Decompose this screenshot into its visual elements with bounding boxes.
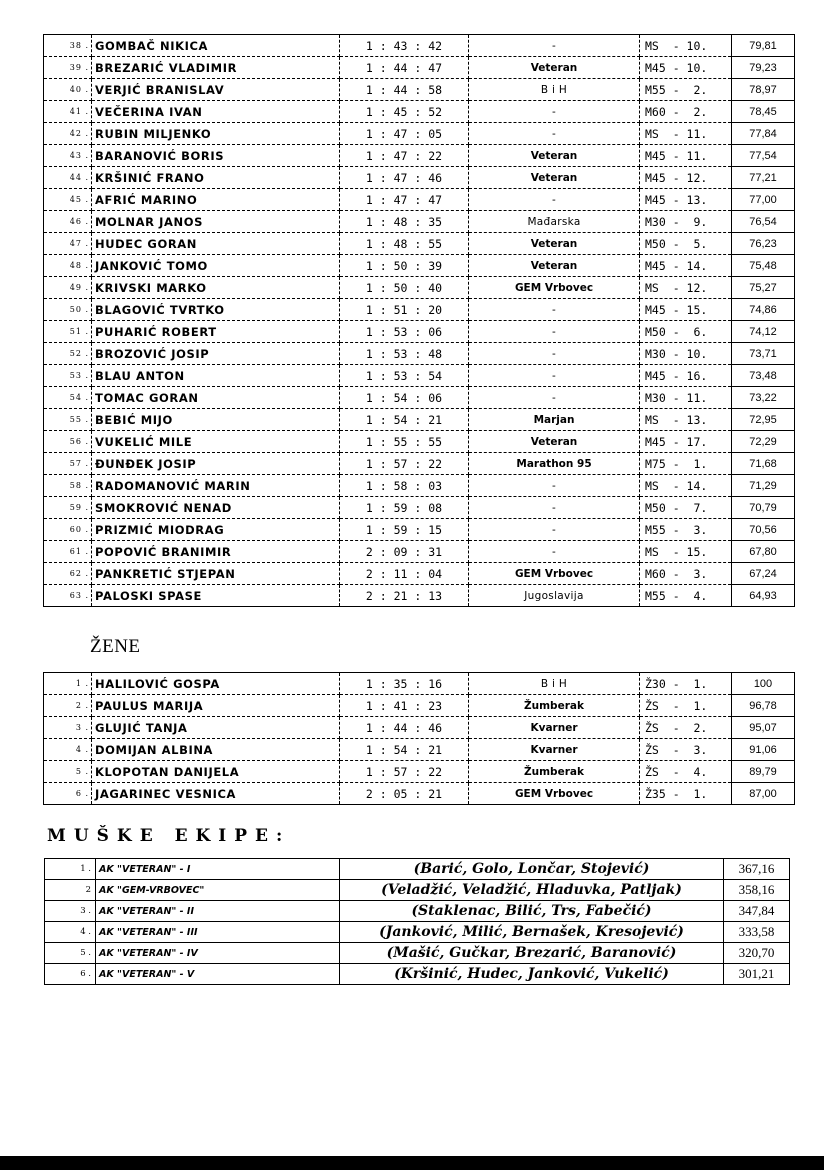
time-cell: 1 : 59 : 08: [340, 497, 469, 519]
rank-cell: 43 .: [44, 145, 92, 167]
result-row: [44, 431, 795, 453]
result-row: [44, 497, 795, 519]
rank-cell: 45 .: [44, 189, 92, 211]
result-row: [44, 695, 795, 717]
club-cell: Veteran: [469, 431, 640, 453]
time-cell: 1 : 45 : 52: [340, 101, 469, 123]
club-cell: -: [469, 387, 640, 409]
category-cell: M55 - 2.: [640, 79, 732, 101]
club-cell: -: [469, 343, 640, 365]
points-cell: 72,29: [732, 431, 795, 453]
result-row: [44, 35, 795, 57]
rank-cell: 63 .: [44, 585, 92, 607]
club-cell: -: [469, 497, 640, 519]
team-row: [45, 943, 790, 964]
time-cell: 1 : 54 : 21: [340, 739, 469, 761]
team-name-cell: AK "VETERAN" - V: [96, 964, 340, 985]
team-members-cell: (Mašić, Gučkar, Brezarić, Baranović): [340, 943, 724, 964]
points-cell: 73,48: [732, 365, 795, 387]
athlete-name-cell: BLAU ANTON: [92, 365, 340, 387]
time-cell: 1 : 58 : 03: [340, 475, 469, 497]
rank-cell: 47 .: [44, 233, 92, 255]
result-row: [44, 79, 795, 101]
rank-cell: 51 .: [44, 321, 92, 343]
result-row: [44, 387, 795, 409]
team-points-cell: 333,58: [724, 922, 790, 943]
category-cell: MS - 13.: [640, 409, 732, 431]
team-row: [45, 859, 790, 880]
time-cell: 1 : 44 : 58: [340, 79, 469, 101]
result-row: [44, 343, 795, 365]
category-cell: M75 - 1.: [640, 453, 732, 475]
result-row: [44, 123, 795, 145]
athlete-name-cell: GOMBAČ NIKICA: [92, 35, 340, 57]
rank-cell: 61 .: [44, 541, 92, 563]
team-rank-cell: 1 .: [45, 859, 96, 880]
team-members-cell: (Staklenac, Bilić, Trs, Fabečić): [340, 901, 724, 922]
time-cell: 1 : 47 : 22: [340, 145, 469, 167]
athlete-name-cell: BROZOVIĆ JOSIP: [92, 343, 340, 365]
athlete-name-cell: PAULUS MARIJA: [92, 695, 340, 717]
rank-cell: 62 .: [44, 563, 92, 585]
women-results-table: [43, 672, 795, 805]
club-cell: Veteran: [469, 167, 640, 189]
athlete-name-cell: POPOVIĆ BRANIMIR: [92, 541, 340, 563]
result-row: [44, 673, 795, 695]
club-cell: Veteran: [469, 233, 640, 255]
result-row: [44, 255, 795, 277]
rank-cell: 39 .: [44, 57, 92, 79]
rank-cell: 46 .: [44, 211, 92, 233]
athlete-name-cell: BLAGOVIĆ TVRTKO: [92, 299, 340, 321]
rank-cell: 4 .: [44, 739, 92, 761]
team-points-cell: 367,16: [724, 859, 790, 880]
rank-cell: 38 .: [44, 35, 92, 57]
teams-table: [44, 858, 790, 985]
rank-cell: 60 .: [44, 519, 92, 541]
time-cell: 1 : 47 : 05: [340, 123, 469, 145]
club-cell: Marjan: [469, 409, 640, 431]
athlete-name-cell: VUKELIĆ MILE: [92, 431, 340, 453]
result-row: [44, 563, 795, 585]
team-row: [45, 901, 790, 922]
club-cell: Kvarner: [469, 739, 640, 761]
time-cell: 1 : 54 : 21: [340, 409, 469, 431]
category-cell: ŽS - 3.: [640, 739, 732, 761]
athlete-name-cell: JANKOVIĆ TOMO: [92, 255, 340, 277]
rank-cell: 58 .: [44, 475, 92, 497]
athlete-name-cell: BARANOVIĆ BORIS: [92, 145, 340, 167]
club-cell: Veteran: [469, 145, 640, 167]
rank-cell: 44 .: [44, 167, 92, 189]
time-cell: 1 : 53 : 54: [340, 365, 469, 387]
team-row: [45, 880, 790, 901]
rank-cell: 6 .: [44, 783, 92, 805]
time-cell: 1 : 53 : 48: [340, 343, 469, 365]
result-row: [44, 541, 795, 563]
points-cell: 87,00: [732, 783, 795, 805]
rank-cell: 2 .: [44, 695, 92, 717]
points-cell: 89,79: [732, 761, 795, 783]
category-cell: M45 - 13.: [640, 189, 732, 211]
rank-cell: 54 .: [44, 387, 92, 409]
category-cell: MS - 10.: [640, 35, 732, 57]
time-cell: 1 : 50 : 40: [340, 277, 469, 299]
time-cell: 1 : 35 : 16: [340, 673, 469, 695]
club-cell: Žumberak: [469, 695, 640, 717]
category-cell: MS - 14.: [640, 475, 732, 497]
athlete-name-cell: PANKRETIĆ STJEPAN: [92, 563, 340, 585]
club-cell: -: [469, 475, 640, 497]
team-rank-cell: 5 .: [45, 943, 96, 964]
team-row: [45, 964, 790, 985]
club-cell: -: [469, 365, 640, 387]
rank-cell: 57 .: [44, 453, 92, 475]
athlete-name-cell: VEČERINA IVAN: [92, 101, 340, 123]
rank-cell: 41 .: [44, 101, 92, 123]
points-cell: 67,80: [732, 541, 795, 563]
time-cell: 2 : 21 : 13: [340, 585, 469, 607]
team-name-cell: AK "VETERAN" - III: [96, 922, 340, 943]
category-cell: M45 - 10.: [640, 57, 732, 79]
athlete-name-cell: KRŠINIĆ FRANO: [92, 167, 340, 189]
athlete-name-cell: BEBIĆ MIJO: [92, 409, 340, 431]
club-cell: -: [469, 541, 640, 563]
club-cell: Veteran: [469, 255, 640, 277]
points-cell: 67,24: [732, 563, 795, 585]
club-cell: Jugoslavija: [469, 585, 640, 607]
time-cell: 1 : 41 : 23: [340, 695, 469, 717]
athlete-name-cell: PALOSKI SPASE: [92, 585, 340, 607]
club-cell: B i H: [469, 79, 640, 101]
rank-cell: 3 .: [44, 717, 92, 739]
points-cell: 73,22: [732, 387, 795, 409]
result-row: [44, 475, 795, 497]
club-cell: GEM Vrbovec: [469, 277, 640, 299]
athlete-name-cell: PRIZMIĆ MIODRAG: [92, 519, 340, 541]
team-points-cell: 358,16: [724, 880, 790, 901]
category-cell: M45 - 11.: [640, 145, 732, 167]
points-cell: 78,45: [732, 101, 795, 123]
points-cell: 74,86: [732, 299, 795, 321]
team-rank-cell: 3 .: [45, 901, 96, 922]
club-cell: -: [469, 35, 640, 57]
category-cell: Ž30 - 1.: [640, 673, 732, 695]
points-cell: 95,07: [732, 717, 795, 739]
athlete-name-cell: TOMAC GORAN: [92, 387, 340, 409]
athlete-name-cell: BREZARIĆ VLADIMIR: [92, 57, 340, 79]
category-cell: M30 - 9.: [640, 211, 732, 233]
athlete-name-cell: DOMIJAN ALBINA: [92, 739, 340, 761]
category-cell: M55 - 4.: [640, 585, 732, 607]
team-points-cell: 301,21: [724, 964, 790, 985]
category-cell: M60 - 2.: [640, 101, 732, 123]
club-cell: -: [469, 519, 640, 541]
club-cell: -: [469, 321, 640, 343]
time-cell: 1 : 43 : 42: [340, 35, 469, 57]
time-cell: 2 : 09 : 31: [340, 541, 469, 563]
athlete-name-cell: HALILOVIĆ GOSPA: [92, 673, 340, 695]
category-cell: M50 - 7.: [640, 497, 732, 519]
time-cell: 1 : 57 : 22: [340, 761, 469, 783]
athlete-name-cell: RUBIN MILJENKO: [92, 123, 340, 145]
category-cell: M45 - 14.: [640, 255, 732, 277]
time-cell: 1 : 48 : 35: [340, 211, 469, 233]
team-name-cell: AK "VETERAN" - II: [96, 901, 340, 922]
points-cell: 77,21: [732, 167, 795, 189]
time-cell: 1 : 59 : 15: [340, 519, 469, 541]
rank-cell: 42 .: [44, 123, 92, 145]
points-cell: 78,97: [732, 79, 795, 101]
category-cell: M50 - 5.: [640, 233, 732, 255]
team-row: [45, 922, 790, 943]
rank-cell: 5 .: [44, 761, 92, 783]
category-cell: MS - 15.: [640, 541, 732, 563]
club-cell: Žumberak: [469, 761, 640, 783]
athlete-name-cell: KRIVSKI MARKO: [92, 277, 340, 299]
result-row: [44, 761, 795, 783]
result-row: [44, 167, 795, 189]
club-cell: -: [469, 123, 640, 145]
points-cell: 76,54: [732, 211, 795, 233]
result-row: [44, 233, 795, 255]
team-members-cell: (Barić, Golo, Lončar, Stojević): [340, 859, 724, 880]
category-cell: ŽS - 2.: [640, 717, 732, 739]
points-cell: 70,56: [732, 519, 795, 541]
time-cell: 1 : 47 : 47: [340, 189, 469, 211]
result-row: [44, 453, 795, 475]
scan-edge-bar: [0, 1156, 824, 1170]
category-cell: M30 - 10.: [640, 343, 732, 365]
time-cell: 1 : 57 : 22: [340, 453, 469, 475]
category-cell: MS - 12.: [640, 277, 732, 299]
category-cell: M30 - 11.: [640, 387, 732, 409]
club-cell: -: [469, 299, 640, 321]
team-rank-cell: 2: [45, 880, 96, 901]
athlete-name-cell: PUHARIĆ ROBERT: [92, 321, 340, 343]
club-cell: Marathon 95: [469, 453, 640, 475]
category-cell: M45 - 17.: [640, 431, 732, 453]
points-cell: 75,48: [732, 255, 795, 277]
rank-cell: 50 .: [44, 299, 92, 321]
athlete-name-cell: AFRIĆ MARINO: [92, 189, 340, 211]
points-cell: 75,27: [732, 277, 795, 299]
result-row: [44, 299, 795, 321]
time-cell: 1 : 51 : 20: [340, 299, 469, 321]
points-cell: 96,78: [732, 695, 795, 717]
club-cell: GEM Vrbovec: [469, 563, 640, 585]
category-cell: ŽS - 4.: [640, 761, 732, 783]
athlete-name-cell: KLOPOTAN DANIJELA: [92, 761, 340, 783]
category-cell: M45 - 16.: [640, 365, 732, 387]
result-row: [44, 101, 795, 123]
points-cell: 100: [732, 673, 795, 695]
time-cell: 1 : 48 : 55: [340, 233, 469, 255]
points-cell: 91,06: [732, 739, 795, 761]
result-row: [44, 365, 795, 387]
category-cell: ŽS - 1.: [640, 695, 732, 717]
athlete-name-cell: HUDEC GORAN: [92, 233, 340, 255]
team-members-cell: (Veladžić, Veladžić, Hladuvka, Patljak): [340, 880, 724, 901]
athlete-name-cell: GLUJIĆ TANJA: [92, 717, 340, 739]
club-cell: -: [469, 101, 640, 123]
team-name-cell: AK "VETERAN" - IV: [96, 943, 340, 964]
athlete-name-cell: RADOMANOVIĆ MARIN: [92, 475, 340, 497]
result-row: [44, 783, 795, 805]
result-row: [44, 739, 795, 761]
time-cell: 2 : 05 : 21: [340, 783, 469, 805]
men-results-table: [43, 34, 795, 607]
result-row: [44, 189, 795, 211]
points-cell: 72,95: [732, 409, 795, 431]
team-members-cell: (Janković, Milić, Bernašek, Kresojević): [340, 922, 724, 943]
women-section-title: ŽENE: [90, 636, 141, 657]
time-cell: 1 : 44 : 46: [340, 717, 469, 739]
result-row: [44, 519, 795, 541]
points-cell: 71,29: [732, 475, 795, 497]
points-cell: 71,68: [732, 453, 795, 475]
team-rank-cell: 6 .: [45, 964, 96, 985]
result-row: [44, 145, 795, 167]
category-cell: M50 - 6.: [640, 321, 732, 343]
team-points-cell: 320,70: [724, 943, 790, 964]
club-cell: B i H: [469, 673, 640, 695]
time-cell: 1 : 54 : 06: [340, 387, 469, 409]
rank-cell: 1 .: [44, 673, 92, 695]
club-cell: GEM Vrbovec: [469, 783, 640, 805]
athlete-name-cell: VERJIĆ BRANISLAV: [92, 79, 340, 101]
club-cell: Veteran: [469, 57, 640, 79]
rank-cell: 55 .: [44, 409, 92, 431]
category-cell: M45 - 12.: [640, 167, 732, 189]
club-cell: Mađarska: [469, 211, 640, 233]
category-cell: M45 - 15.: [640, 299, 732, 321]
club-cell: -: [469, 189, 640, 211]
time-cell: 1 : 44 : 47: [340, 57, 469, 79]
time-cell: 1 : 47 : 46: [340, 167, 469, 189]
rank-cell: 52 .: [44, 343, 92, 365]
time-cell: 2 : 11 : 04: [340, 563, 469, 585]
club-cell: Kvarner: [469, 717, 640, 739]
team-name-cell: AK "VETERAN" - I: [96, 859, 340, 880]
rank-cell: 56 .: [44, 431, 92, 453]
rank-cell: 48 .: [44, 255, 92, 277]
points-cell: 76,23: [732, 233, 795, 255]
points-cell: 77,84: [732, 123, 795, 145]
points-cell: 74,12: [732, 321, 795, 343]
category-cell: Ž35 - 1.: [640, 783, 732, 805]
athlete-name-cell: MOLNAR JANOS: [92, 211, 340, 233]
rank-cell: 59 .: [44, 497, 92, 519]
athlete-name-cell: SMOKROVIĆ NENAD: [92, 497, 340, 519]
team-members-cell: (Kršinić, Hudec, Janković, Vukelić): [340, 964, 724, 985]
result-row: [44, 717, 795, 739]
points-cell: 79,23: [732, 57, 795, 79]
result-row: [44, 57, 795, 79]
points-cell: 79,81: [732, 35, 795, 57]
rank-cell: 53 .: [44, 365, 92, 387]
rank-cell: 49 .: [44, 277, 92, 299]
points-cell: 77,00: [732, 189, 795, 211]
time-cell: 1 : 50 : 39: [340, 255, 469, 277]
result-row: [44, 277, 795, 299]
team-rank-cell: 4 .: [45, 922, 96, 943]
points-cell: 64,93: [732, 585, 795, 607]
result-row: [44, 409, 795, 431]
points-cell: 77,54: [732, 145, 795, 167]
time-cell: 1 : 55 : 55: [340, 431, 469, 453]
athlete-name-cell: ĐUNĐEK JOSIP: [92, 453, 340, 475]
category-cell: M60 - 3.: [640, 563, 732, 585]
category-cell: M55 - 3.: [640, 519, 732, 541]
points-cell: 70,79: [732, 497, 795, 519]
rank-cell: 40 .: [44, 79, 92, 101]
points-cell: 73,71: [732, 343, 795, 365]
team-name-cell: AK "GEM-VRBOVEC": [96, 880, 340, 901]
result-row: [44, 211, 795, 233]
category-cell: MS - 11.: [640, 123, 732, 145]
result-row: [44, 585, 795, 607]
athlete-name-cell: JAGARINEC VESNICA: [92, 783, 340, 805]
time-cell: 1 : 53 : 06: [340, 321, 469, 343]
teams-section-title: MUŠKE EKIPE:: [47, 826, 291, 846]
result-row: [44, 321, 795, 343]
team-points-cell: 347,84: [724, 901, 790, 922]
